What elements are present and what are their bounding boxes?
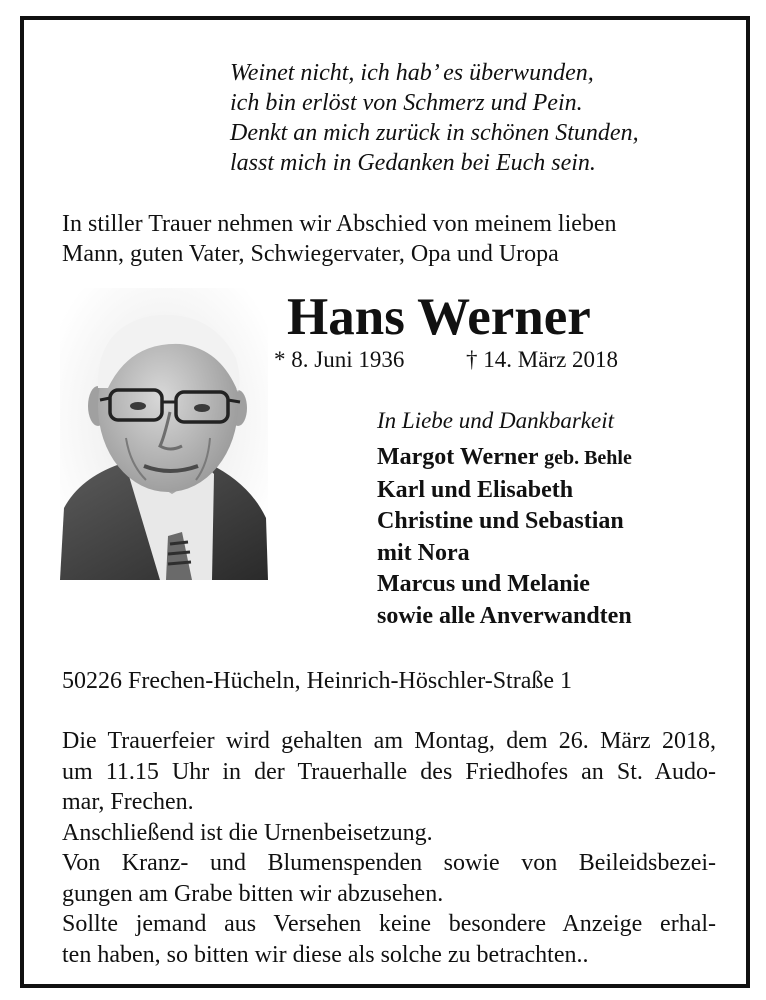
details-line: Sollte jemand aus Versehen keine besondere Anzeige erhal- bbox=[62, 911, 716, 937]
intro-line: In stiller Trauer nehmen wir Abschied von meinem lieben bbox=[62, 211, 617, 237]
mourner-line bbox=[377, 442, 737, 475]
mourners-list bbox=[377, 442, 737, 632]
mourner-line: mit Nora bbox=[377, 539, 470, 566]
details-line: Anschließend ist die Urnenbeisetzung. bbox=[62, 819, 433, 846]
details-line: ten haben, so bitten wir diese als solche zu betrachten.. bbox=[62, 941, 589, 968]
poem-line: Denkt an mich zurück in schönen Stunden, bbox=[230, 120, 639, 146]
mourner-name: Margot Werner bbox=[377, 444, 539, 470]
intro-text bbox=[62, 209, 722, 269]
details-line: Von Kranz- und Blumenspenden sowie von Beileidsbezei- bbox=[62, 850, 716, 876]
birth-date: * 8. Juni 1936 bbox=[274, 347, 405, 372]
address: 50226 Frechen-Hücheln, Heinrich-Höschler-Straße 1 bbox=[62, 668, 573, 694]
ceremony-details bbox=[62, 726, 716, 970]
obituary-frame bbox=[20, 16, 750, 988]
details-line: mar, Frechen. bbox=[62, 789, 194, 815]
intro-line: Mann, guten Vater, Schwiegervater, Opa und Uropa bbox=[62, 241, 559, 267]
mourner-line: Marcus und Melanie bbox=[377, 571, 590, 597]
mourner-line: Karl und Elisabeth bbox=[377, 476, 574, 503]
details-line: gungen am Grabe bitten wir abzusehen. bbox=[62, 880, 444, 907]
poem-line: Weinet nicht, ich hab’ es überwunden, bbox=[230, 60, 594, 86]
mourner-line: Christine und Sebastian bbox=[377, 508, 624, 534]
poem-line: ich bin erlöst von Schmerz und Pein. bbox=[230, 90, 583, 116]
mourner-line: sowie alle Anverwandten bbox=[377, 602, 632, 629]
portrait-illustration bbox=[60, 288, 268, 580]
details-line: um 11.15 Uhr in der Trauerhalle des Friedhofes an St. Audo- bbox=[62, 758, 716, 785]
poem bbox=[230, 58, 730, 178]
portrait-photo bbox=[60, 288, 268, 580]
poem-line: lasst mich in Gedanken bei Euch sein. bbox=[230, 150, 596, 176]
maiden-name: geb. Behle bbox=[544, 447, 632, 469]
death-date: † 14. März 2018 bbox=[466, 347, 619, 372]
mourners-heading: In Liebe und Dankbarkeit bbox=[377, 408, 614, 433]
life-dates bbox=[274, 345, 694, 375]
details-line: Die Trauerfeier wird gehalten am Montag, dem 26. März 2018, bbox=[62, 728, 716, 754]
deceased-name: Hans Werner bbox=[287, 288, 591, 346]
